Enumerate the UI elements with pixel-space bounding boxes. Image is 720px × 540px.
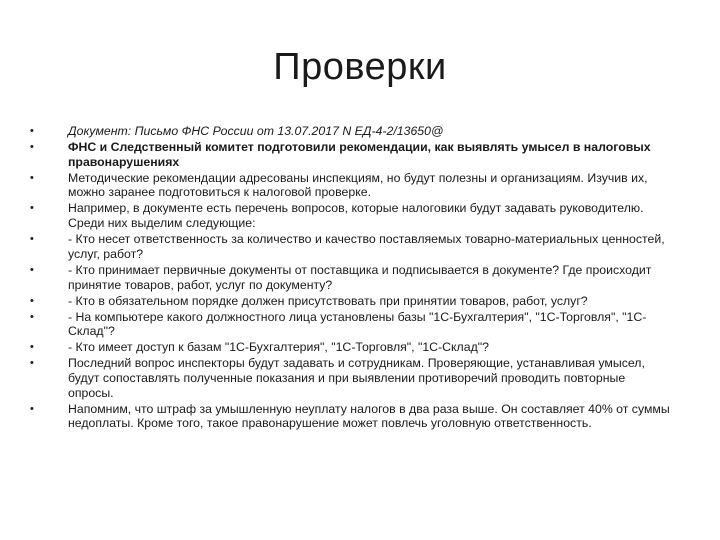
bullet-item <box>30 402 670 431</box>
bullet-item <box>30 340 670 355</box>
bullet-dot-icon: • <box>30 125 34 137</box>
bullet-dot-icon: • <box>30 357 34 370</box>
bullet-dot-icon: • <box>30 233 34 246</box>
bullet-item <box>30 232 670 261</box>
bullet-dot-icon: • <box>30 341 34 354</box>
bullet-text: - Кто в обязательном порядке должен присутствовать при принятии товаров, работ, услуг? <box>68 293 588 308</box>
bullet-item <box>30 140 670 169</box>
bullet-list <box>30 124 670 432</box>
bullet-dot-icon: • <box>30 402 34 415</box>
bullet-text: Напомним, что штраф за умышленную неуплату налогов в два раза выше. Он составляет 40% от суммы недоплаты. Кроме того, такое правонарушение может повлечь уголовную ответственность. <box>68 401 670 431</box>
bullet-dot-icon: • <box>30 171 34 184</box>
bullet-text: - Кто несет ответственность за количество и качество поставляемых товарно-материальных ценностей, услуг, работ? <box>68 232 665 261</box>
bullet-dot-icon: • <box>30 310 34 323</box>
bullet-dot-icon: • <box>30 263 34 276</box>
bullet-text: Например, в документе есть перечень вопросов, которые налоговики будут задавать руководителю. Среди них выделим следующие: <box>68 201 644 231</box>
bullet-text: - Кто принимает первичные документы от поставщика и подписывается в документе? Где происходит принятие товаров, работ, услуг по документу? <box>68 262 652 292</box>
bullet-text: - Кто имеет доступ к базам "1С-Бухгалтерия", "1С-Торговля", "1С-Склад"? <box>68 340 489 355</box>
bullet-dot-icon: • <box>30 202 34 215</box>
bullet-item <box>30 124 670 139</box>
bullet-dot-icon: • <box>30 141 34 153</box>
bullet-text: Документ: Письмо ФНС России от 13.07.2017 N ЕД-4-2/13650@ <box>68 124 444 138</box>
bullet-item <box>30 171 670 200</box>
bullet-dot-icon: • <box>30 294 34 307</box>
bullet-text: Последний вопрос инспекторы будут задавать и сотрудникам. Проверяющие, устанавливая умысел, будут сопоставлять полученные показания и при выявлении противоречий проводить повторные опросы. <box>68 356 645 400</box>
bullet-item <box>30 310 670 339</box>
bullet-text: ФНС и Следственный комитет подготовили рекомендации, как выявлять умысел в налоговых правонарушениях <box>68 140 651 169</box>
bullet-item <box>30 356 670 400</box>
bullet-item <box>30 294 670 309</box>
bullet-text: Методические рекомендации адресованы инспекциям, но будут полезны и организациям. Изучив их, можно заранее подготовиться к налоговой проверке. <box>68 170 648 200</box>
bullet-text: - На компьютере какого должностного лица установлены базы "1С-Бухгалтерия", "1С-Торговля", "1С-Склад"? <box>68 309 647 339</box>
bullet-item <box>30 263 670 292</box>
slide-title: Проверки <box>273 46 447 88</box>
bullet-item <box>30 201 670 230</box>
